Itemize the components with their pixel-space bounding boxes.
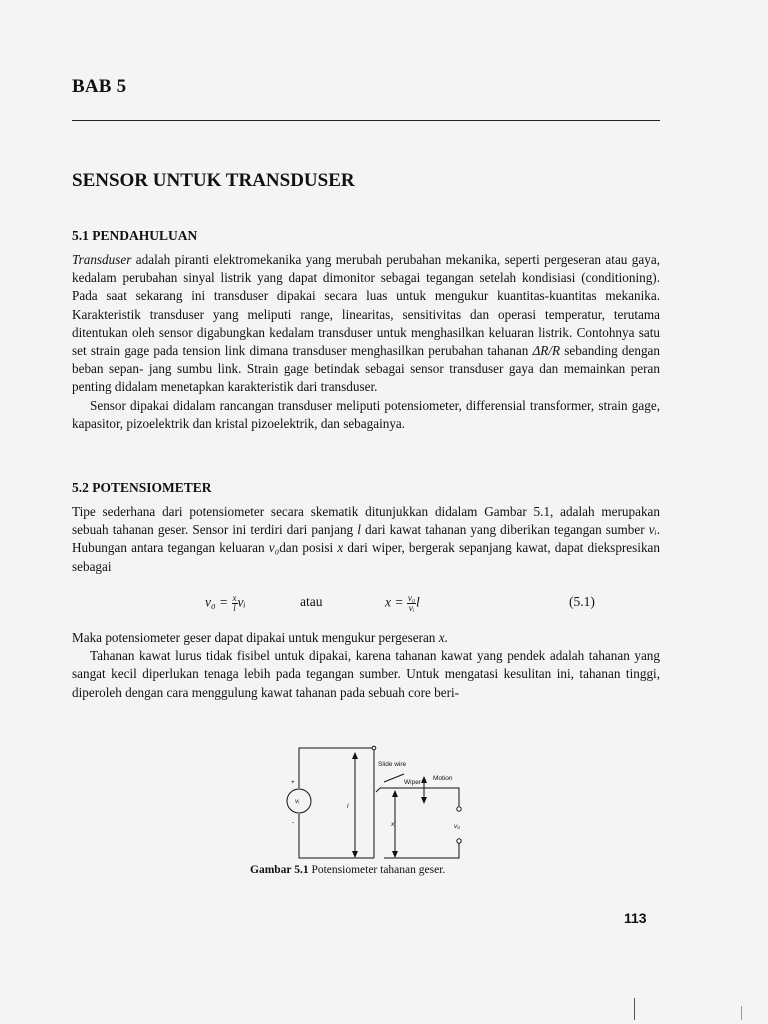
figure-potentiometer-diagram [284,742,474,864]
paragraph-transduser [72,251,660,397]
symbol-l: l [357,522,361,538]
label-plus: + [291,779,295,786]
figure-caption [250,864,445,876]
paragraph-potensiometer-body [72,629,660,702]
chapter-heading: BAB 5 [72,76,127,97]
paragraph-text: . Hubungan antara tegangan keluaran [72,522,660,556]
wiper-pointer [384,774,404,782]
equation-atau: atau [300,594,323,609]
chapter-title: SENSOR UNTUK TRANSDUSER [72,170,355,191]
label-slide-wire: Slide wire [378,761,407,768]
heading-rule [72,120,660,121]
eq-numerator: v₀ [407,593,415,603]
eq-numerator: x [232,593,237,603]
paragraph-sensor: Sensor dipakai didalam rancangan transduser meliputi potensiometer, differensial transformer, strain gage, kapasitor, pizoelektrik dan kristal pizoelektrik, dan sebagainya. [72,397,660,431]
paragraph-text: adalah piranti elektromekanika yang merubah perubahan mekanika, seperti pergeseran atau gaya, kedalam perubahan sinyal listrik yang dapat dimonitor sebagai tegangan setelah kondisiasi (conditioning). Pada saat sekarang ini transduser dipakai secara luas untuk mengukur kuantitas-kuantitas mekanika. Karakteristik transduser yang meliputi range, linearitas, sensitivitas dan operasi temperatur, terutama ditentukan oleh sensor digabungkan kedalam transduser untuk menghasilkan keluaran listrik. Contohnya satu set strain gage pada tension link dimana transduser menghasilkan perubahan tahanan [72,252,660,359]
caption-text: Potensiometer tahanan geser. [308,864,446,876]
term-transduser: Transduser [72,252,132,267]
paragraph-text: dari wiper, bergerak sepanjang kawat, dapat diekspresikan sebagai [72,540,660,574]
scan-edge-mark [741,1006,742,1020]
paragraph-text: dan posisi [279,540,338,556]
eq-rhs: vᵢ [237,594,246,610]
eq-denominator: l [233,603,236,613]
label-vi: vᵢ [295,798,300,805]
label-l: l [347,803,349,810]
label-vo: v₀ [454,823,460,830]
eq-fraction [407,594,416,613]
paragraph-maka [72,629,660,647]
eq-denominator: vᵢ [408,603,415,613]
paragraph-potensiometer-intro [72,503,660,576]
label-wiper: Wiper [404,779,421,786]
symbol-x: x [337,540,344,556]
equation-x [385,594,420,613]
equation-vo [205,594,246,613]
wiper-arm [376,788,459,806]
equation-number: (5.1) [569,594,595,609]
page-number: 113 [624,910,647,926]
scan-edge-mark [634,998,635,1020]
paragraph-text: sebanding dengan beban sepan- jang sumbu link. Strain gage betindak sebagai sensor transduser gaya dan memainkan peran penting didalam menetapkan karakteristik dari transduser. [72,343,660,395]
source-wire-top [299,748,374,788]
paragraph-text: Maka potensiometer geser dapat dipakai untuk mengukur pergeseran [72,630,439,645]
symbol-vi: vᵢ [648,522,657,538]
label-x: x [391,821,395,828]
label-minus: - [292,819,295,826]
paragraph-text: . [444,630,448,645]
paragraph-text: Tipe sederhana dari potensiometer secara skematik ditunjukkan didalam Gambar 5.1, adalah merupakan sebuah tahanan geser. Sensor ini terdiri dari panjang [72,504,660,538]
symbol-vo: v₀ [268,540,280,556]
label-motion: Motion [433,775,453,782]
eq-lhs: v₀ = [205,594,229,610]
section-pendahuluan-body [72,251,660,433]
paragraph-text: dari kawat tahanan yang diberikan tegangan sumber [360,522,649,538]
eq-rhs: l [415,594,420,610]
section-heading-potensiometer: 5.2 POTENSIOMETER [72,480,212,495]
caption-label: Gambar 5.1 [250,864,309,876]
eq-lhs: x = [385,594,404,610]
symbol-x: x [438,630,445,645]
source-wire-bottom [299,814,374,858]
section-heading-pendahuluan: 5.1 PENDAHULUAN [72,228,198,243]
paragraph-tahanan: Tahanan kawat lurus tidak fisibel untuk dipakai, karena tahanan kawat yang pendek adalah tahanan yang sangat kecil diperlukan tenaga lebih pada tegangan sumber. Untuk mengatasi kesulitan ini, tahanan tinggi, diperoleh dengan cara menggulung kawat tahanan pada sebuah core beri- [72,648,660,700]
symbol-delta-r: ΔR/R [532,343,561,359]
